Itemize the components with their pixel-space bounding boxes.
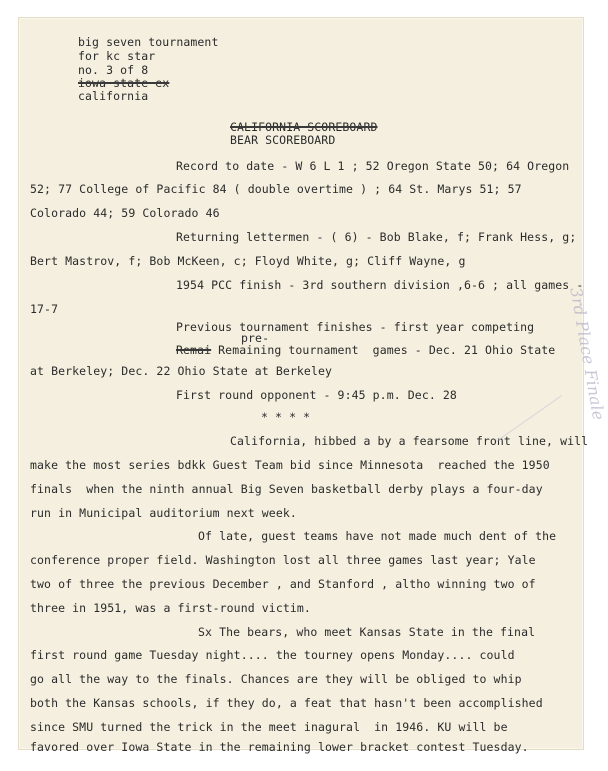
header-line-5: california: [78, 89, 149, 103]
header-line-1: big seven tournament: [78, 35, 219, 49]
opponent-line: First round opponent - 9:45 p.m. Dec. 28: [176, 388, 457, 402]
body-p1-line-4: run in Municipal auditorium next week.: [30, 506, 297, 520]
header-line-3: no. 3 of 8: [78, 63, 149, 77]
body-p3-line-2: first round game Tuesday night.... the tourney opens Monday.... could: [30, 648, 515, 662]
pcc-line-1: 1954 PCC finish - 3rd southern division ,6-6 ; all games -: [176, 278, 584, 292]
remaining-line: [176, 344, 555, 357]
body-p3-line-3: go all the way to the finals. Chances are they will be obliged to whip: [30, 672, 522, 686]
body-p3-line-4: both the Kansas schools, if they do, a feat that hasn't been accomplished: [30, 696, 543, 710]
lettermen-line-1: Returning lettermen - ( 6) - Bob Blake, f; Frank Hess, g;: [176, 230, 577, 244]
previous-line-1: Previous tournament finishes - first year competing: [176, 320, 535, 334]
remaining-line-2: at Berkeley; Dec. 22 Ohio State at Berkeley: [30, 364, 333, 378]
page-title: BEAR SCOREBOARD: [230, 133, 336, 147]
header-line-2: for kc star: [78, 49, 156, 63]
lettermen-line-2: Bert Mastrov, f; Bob McKeen, c; Floyd White, g; Cliff Wayne, g: [30, 254, 466, 268]
pcc-line-2: 17-7: [30, 302, 59, 316]
remaining-text: Remaining tournament games - Dec. 21 Ohio State: [211, 343, 556, 357]
body-p3-line-5: since SMU turned the trick in the meet inagural in 1946. KU will be: [30, 720, 508, 734]
body-p2-line-3: two of three the previous December , and Stanford , altho winning two of: [30, 577, 536, 591]
struck-title: CALIFORNIA SCOREBOARD: [230, 120, 378, 134]
body-p1-line-2: make the most series bdkk Guest Team bid since Minnesota reached the 1950: [30, 458, 550, 472]
body-p2-line-1: Of late, guest teams have not made much dent of the: [198, 529, 557, 543]
pencil-margin-note: 3rd Place Finale: [566, 286, 608, 422]
record-line-1: Record to date - W 6 L 1 ; 52 Oregon State 50; 64 Oregon: [176, 159, 570, 173]
header-struck-line: iowa state ex: [78, 76, 170, 90]
separator-stars: * * * *: [261, 410, 311, 424]
typewritten-page: [18, 17, 608, 754]
body-p3-line-6: favored over Iowa State in the remaining lower bracket contest Tuesday.: [30, 740, 529, 754]
remaining-struck: Remai: [176, 343, 212, 357]
body-p2-line-4: three in 1951, was a first-round victim.: [30, 601, 311, 615]
record-line-2: 52; 77 College of Pacific 84 ( double overtime ) ; 64 St. Marys 51; 57: [30, 182, 522, 196]
previous-insert: pre-: [241, 331, 270, 345]
body-p1-line-1: California, hibbed a by a fearsome front line, will: [230, 434, 589, 448]
body-p2-line-2: conference proper field. Washington lost all three games last year; Yale: [30, 553, 536, 567]
body-p3-line-1: Sx The bears, who meet Kansas State in the final: [198, 625, 536, 639]
body-p1-line-3: finals when the ninth annual Big Seven basketball derby plays a four-day: [30, 482, 543, 496]
record-line-3: Colorado 44; 59 Colorado 46: [30, 206, 220, 220]
